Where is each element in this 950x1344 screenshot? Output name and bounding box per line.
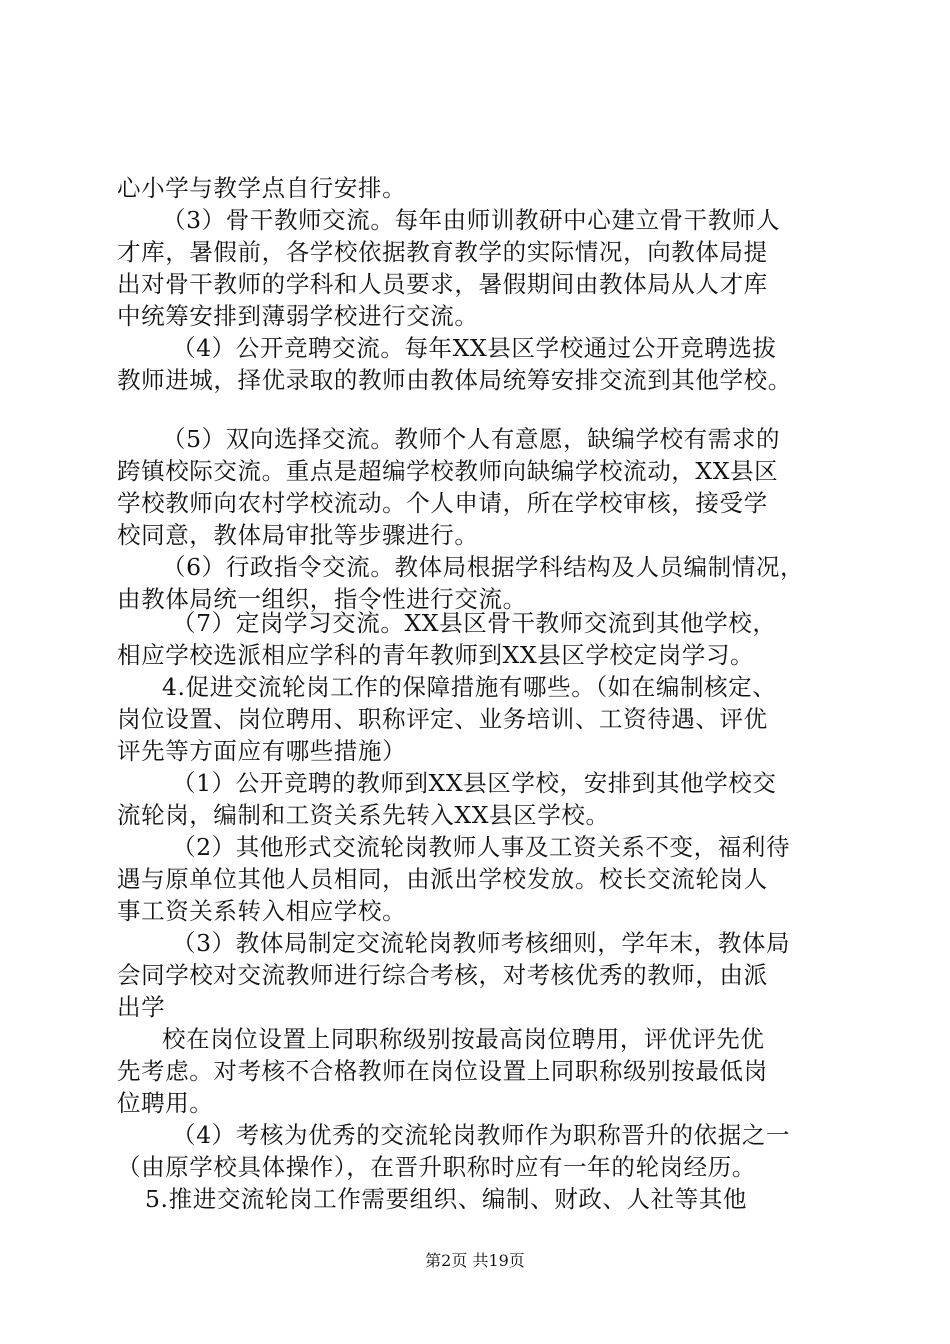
text-line: 心小学与教学点自行安排。 [117,174,407,202]
text-line: 岗位设置、岗位聘用、职称评定、业务培训、工资待遇、评优 [117,705,768,733]
text-line: （7）定岗学习交流。XX县区骨干教师交流到其他学校， [172,609,777,637]
text-line: （3）教体局制定交流轮岗教师考核细则，学年末，教体局 [172,929,791,957]
text-line: 由教体局统一组织，指令性进行交流。 [117,585,527,613]
text-line: （2）其他形式交流轮岗教师人事及工资关系不变，福利待 [172,833,791,861]
text-line: 遇与原单位其他人员相同，由派出学校发放。校长交流轮岗人 [117,865,768,893]
text-line: （6）行政指令交流。教体局根据学科结构及人员编制情况， [162,553,805,581]
text-line: 4.促进交流轮岗工作的保障措施有哪些。（如在编制核定、 [162,673,777,701]
text-line: 出学 [117,993,166,1021]
text-line: 会同学校对交流教师进行综合考核，对考核优秀的教师，由派 [117,961,768,989]
text-line: 评先等方面应有哪些措施） [117,737,407,765]
text-line: （5）双向选择交流。教师个人有意愿，缺编学校有需求的 [162,425,781,453]
text-line: 5.推进交流轮岗工作需要组织、编制、财政、人社等其他 [145,1185,748,1213]
text-line: 教师进城，择优录取的教师由教体局统筹安排交流到其他学校。 [117,366,792,394]
text-line: （4）考核为优秀的交流轮岗教师作为职称晋升的依据之一 [172,1121,791,1149]
text-line: 校在岗位设置上同职称级别按最高岗位聘用，评优评先优 [162,1025,765,1053]
text-line: 中统筹安排到薄弱学校进行交流。 [117,302,479,330]
text-line: 才库，暑假前，各学校依据教育教学的实际情况，向教体局提 [117,238,768,266]
text-line: 学校教师向农村学校流动。个人申请，所在学校审核，接受学 [117,489,768,517]
text-line: 校同意，教体局审批等步骤进行。 [117,521,479,549]
text-line: 相应学校选派相应学科的青年教师到XX县区学校定岗学习。 [117,641,755,669]
text-line: 事工资关系转入相应学校。 [117,897,407,925]
page-number-footer: 第2页 共19页 [425,1251,525,1270]
text-line: （4）公开竞聘交流。每年XX县区学校通过公开竞聘选拔 [172,334,777,362]
text-line: 位聘用。 [117,1089,214,1117]
text-line: 出对骨干教师的学科和人员要求，暑假期间由教体局从人才库 [117,270,768,298]
text-line: 流轮岗，编制和工资关系先转入XX县区学校。 [117,801,610,829]
text-line: （1）公开竞聘的教师到XX县区学校，安排到其他学校交 [172,769,777,797]
text-line: （3）骨干教师交流。每年由师训教研中心建立骨干教师人 [162,206,781,234]
text-line: 先考虑。对考核不合格教师在岗位设置上同职称级别按最低岗 [117,1057,768,1085]
text-line: （由原学校具体操作），在晋升职称时应有一年的轮岗经历。 [117,1153,756,1181]
text-line: 跨镇校际交流。重点是超编学校教师向缺编学校流动，XX县区 [117,457,779,485]
